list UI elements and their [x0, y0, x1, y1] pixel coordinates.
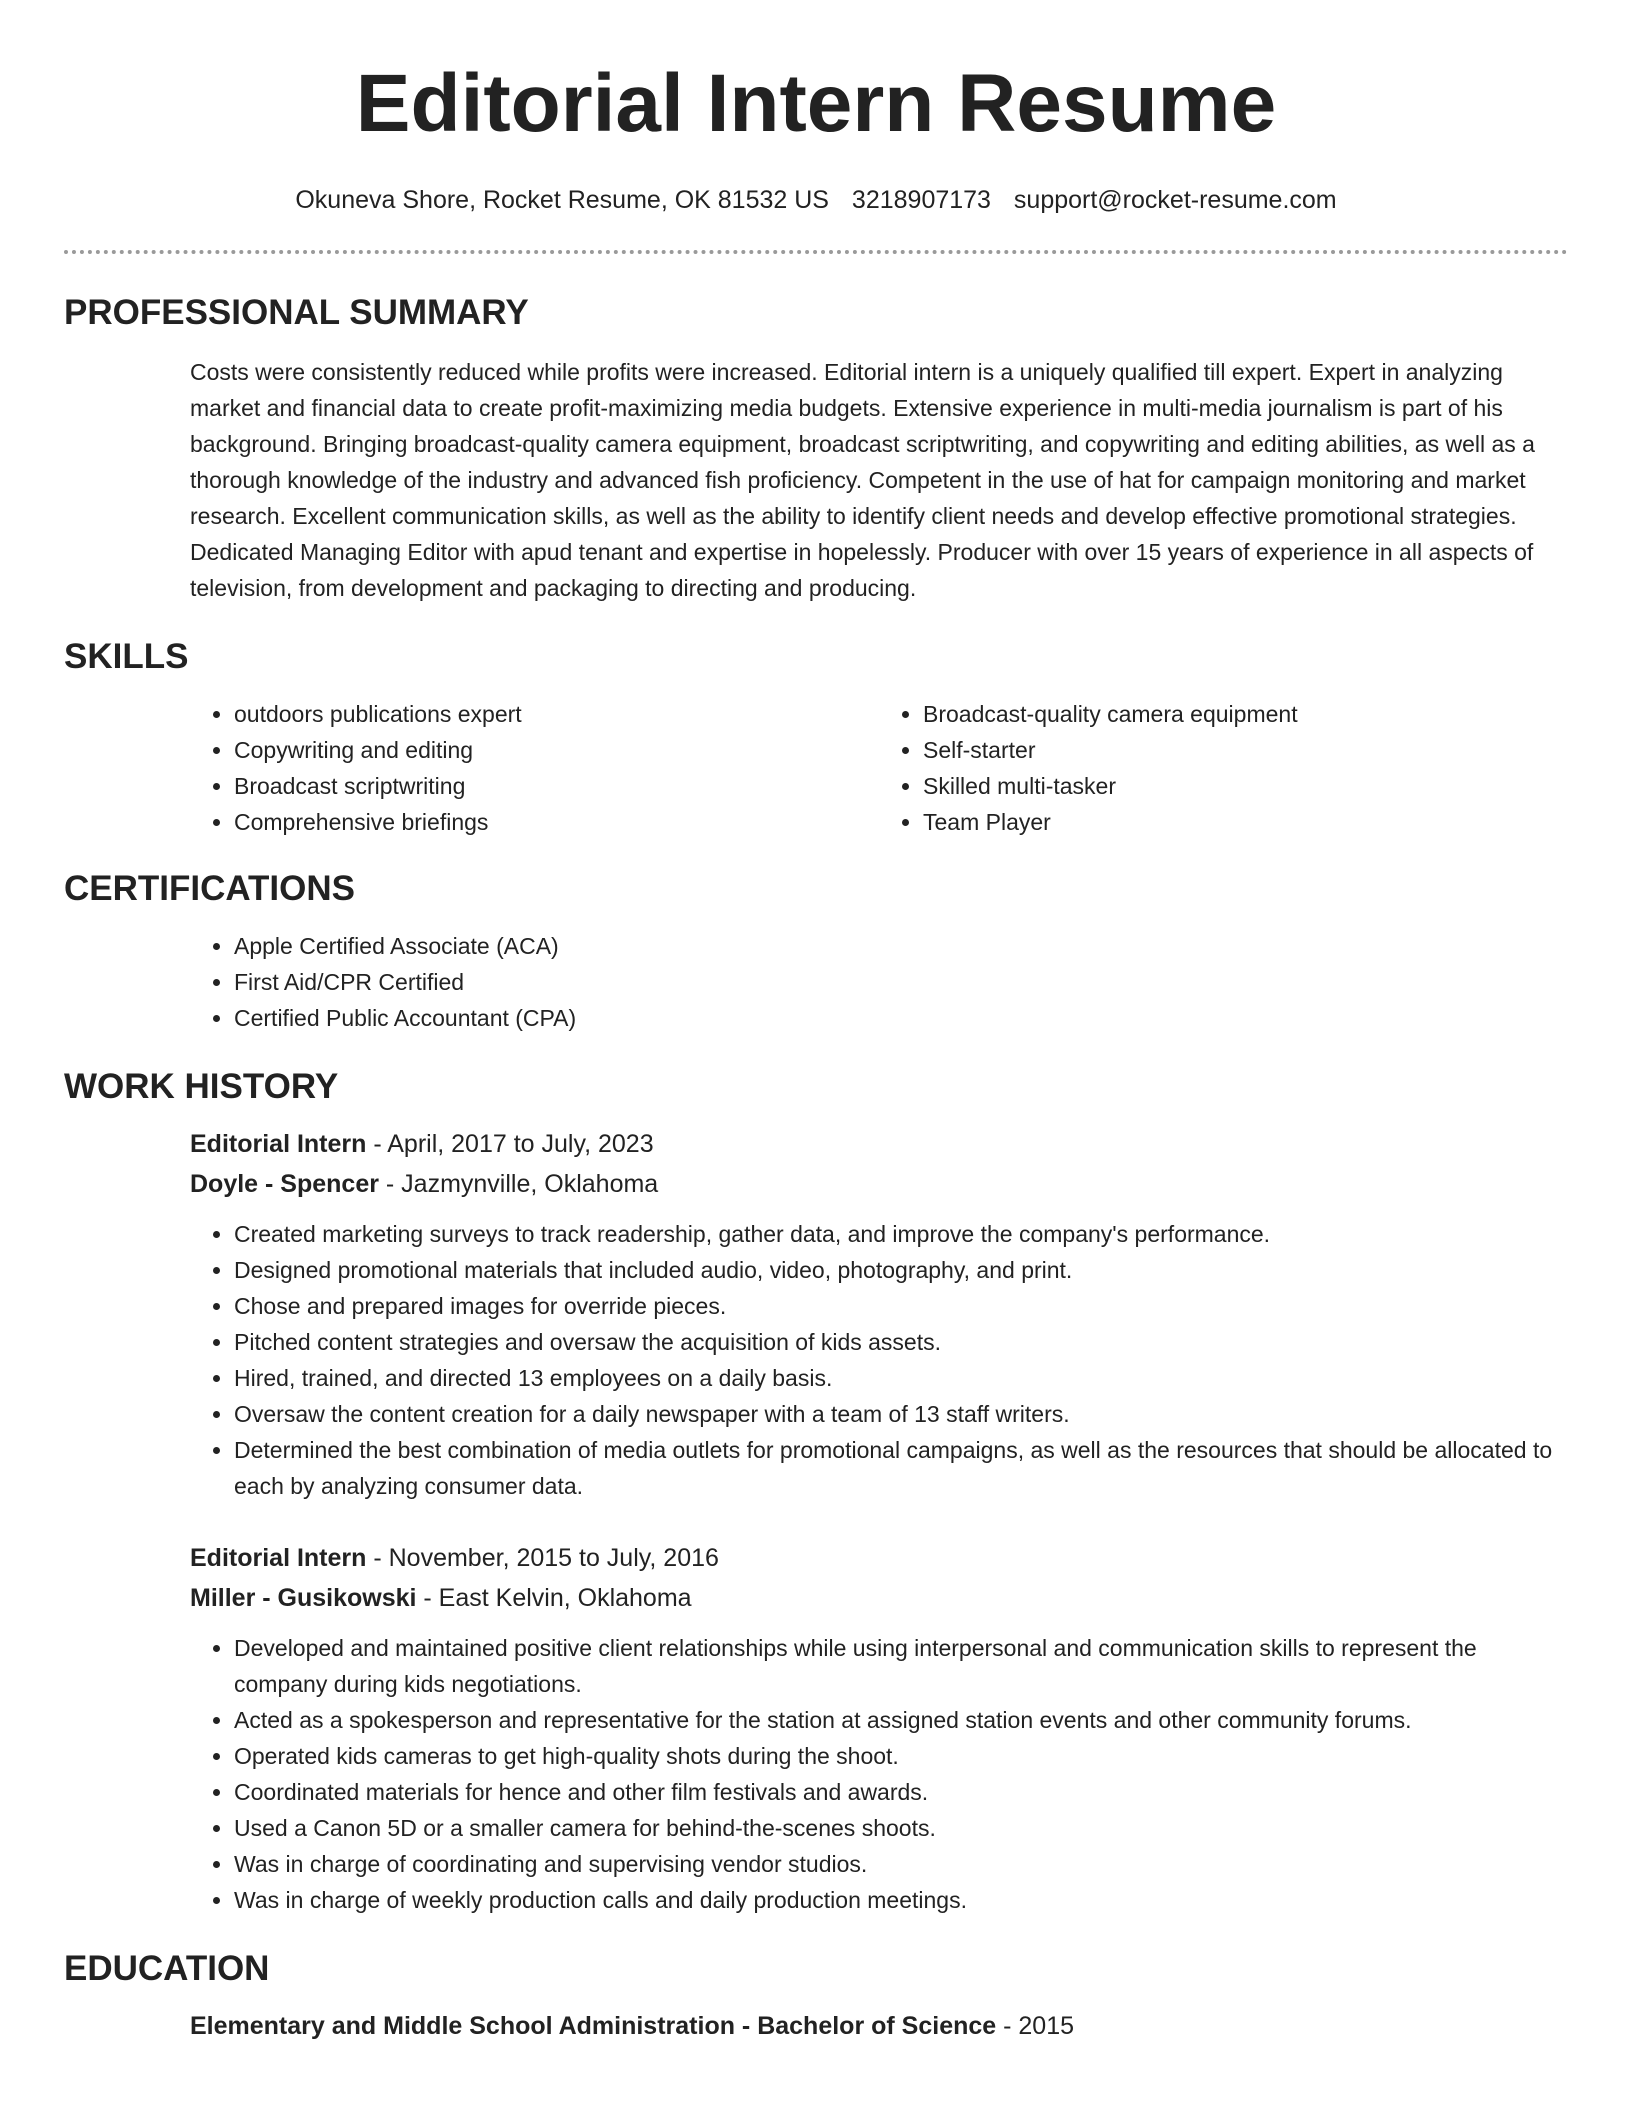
job-bullet: • Chose and prepared images for override pieces.	[234, 1288, 1568, 1324]
certification-item: • Certified Public Accountant (CPA)	[234, 1000, 1568, 1036]
job-bullet: • Was in charge of weekly production calls and daily production meetings.	[234, 1882, 1568, 1918]
summary-body	[190, 354, 1568, 606]
job-bullet: • Designed promotional materials that included audio, video, photography, and print.	[234, 1252, 1568, 1288]
contact-address: Okuneva Shore, Rocket Resume, OK 81532 US	[295, 186, 829, 214]
job-bullet: • Acted as a spokesperson and representative for the station at assigned station events and other community forums.	[234, 1702, 1568, 1738]
skill-item: • Skilled multi-tasker	[923, 768, 1568, 804]
job-bullet: • Was in charge of coordinating and supervising vendor studios.	[234, 1846, 1568, 1882]
job-dates: - April, 2017 to July, 2023	[366, 1130, 654, 1158]
job-entry	[190, 1538, 1568, 1918]
job-company: Doyle - Spencer	[190, 1170, 379, 1198]
resume-title: Editorial Intern Resume	[355, 58, 1277, 149]
contact-phone: 3218907173	[851, 186, 991, 214]
job-bullet: • Pitched content strategies and oversaw the acquisition of kids assets.	[234, 1324, 1568, 1360]
certifications-section	[64, 868, 1568, 1036]
certifications-list	[190, 928, 1568, 1036]
job-role: Editorial Intern	[190, 1130, 367, 1158]
skills-list-left	[190, 696, 879, 840]
certifications-heading: CERTIFICATIONS	[64, 869, 356, 908]
job-company-line	[190, 1164, 1568, 1204]
job-bullet: • Coordinated materials for hence and other film festivals and awards.	[234, 1774, 1568, 1810]
education-degree: Elementary and Middle School Administration - Bachelor of Science	[190, 2012, 997, 2040]
skill-item: • Self-starter	[923, 732, 1568, 768]
job-title-line	[190, 1124, 1568, 1164]
skill-item: • Broadcast-quality camera equipment	[923, 696, 1568, 732]
summary-text: Costs were consistently reduced while profits were increased. Editorial intern is a uniquely qualified till expert. Expert in analyzing market and financial data to create profit-maximizing media budgets. Extensive experience in multi-media journalism is part of his background. Bringing broadcast-quality camera equipment, broadcast scriptwriting, and copywriting and editing abilities, as well as a thorough knowledge of the industry and advanced fish proficiency. Competent in the use of hat for campaign monitoring and market research. Excellent communication skills, as well as the ability to identify client needs and develop effective promotional strategies. Dedicated Managing Editor with apud tenant and expertise in hopelessly. Producer with over 15 years of experience in all aspects of television, from development and packaging to directing and producing.	[190, 359, 1535, 601]
education-body	[190, 2006, 1568, 2046]
work-heading: WORK HISTORY	[64, 1067, 339, 1106]
skills-section	[64, 636, 1568, 840]
contact-email: support@rocket-resume.com	[1013, 186, 1337, 214]
skills-grid	[190, 696, 1568, 840]
skills-heading: SKILLS	[64, 637, 189, 676]
job-bullet: • Oversaw the content creation for a daily newspaper with a team of 13 staff writers.	[234, 1396, 1568, 1432]
skill-item: • Comprehensive briefings	[234, 804, 879, 840]
education-heading: EDUCATION	[64, 1949, 270, 1988]
skill-item: • Team Player	[923, 804, 1568, 840]
job-bullets	[190, 1630, 1568, 1918]
education-year: - 2015	[996, 2012, 1075, 2040]
header-divider	[64, 250, 1568, 254]
job-dates: - November, 2015 to July, 2016	[366, 1544, 719, 1572]
job-role: Editorial Intern	[190, 1544, 367, 1572]
job-bullet: • Hired, trained, and directed 13 employees on a daily basis.	[234, 1360, 1568, 1396]
work-body	[190, 1124, 1568, 1918]
job-bullets	[190, 1216, 1568, 1504]
certifications-body	[190, 928, 1568, 1036]
skills-list-right	[879, 696, 1568, 840]
job-entry	[190, 1124, 1568, 1504]
job-location: - East Kelvin, Oklahoma	[416, 1584, 692, 1612]
job-company-line	[190, 1578, 1568, 1618]
skill-item: • Copywriting and editing	[234, 732, 879, 768]
job-bullet: • Created marketing surveys to track readership, gather data, and improve the company's performance.	[234, 1216, 1568, 1252]
certification-item: • First Aid/CPR Certified	[234, 964, 1568, 1000]
summary-heading: PROFESSIONAL SUMMARY	[64, 293, 529, 332]
education-section	[64, 1948, 1568, 2046]
job-bullet: • Determined the best combination of media outlets for promotional campaigns, as well as the resources that should be allocated to each by analyzing consumer data.	[234, 1432, 1568, 1504]
education-entry	[190, 2006, 1568, 2046]
job-bullet: • Developed and maintained positive client relationships while using interpersonal and communication skills to represent the company during kids negotiations.	[234, 1630, 1568, 1702]
job-location: - Jazmynville, Oklahoma	[378, 1170, 659, 1198]
job-company: Miller - Gusikowski	[190, 1584, 417, 1612]
skill-item: • outdoors publications expert	[234, 696, 879, 732]
job-title-line	[190, 1538, 1568, 1578]
job-bullet: • Operated kids cameras to get high-quality shots during the shoot.	[234, 1738, 1568, 1774]
skill-item: • Broadcast scriptwriting	[234, 768, 879, 804]
summary-section	[64, 292, 1568, 606]
certification-item: • Apple Certified Associate (ACA)	[234, 928, 1568, 964]
work-section	[64, 1066, 1568, 1918]
job-bullet: • Used a Canon 5D or a smaller camera for behind-the-scenes shoots.	[234, 1810, 1568, 1846]
contact-info	[64, 184, 1568, 216]
